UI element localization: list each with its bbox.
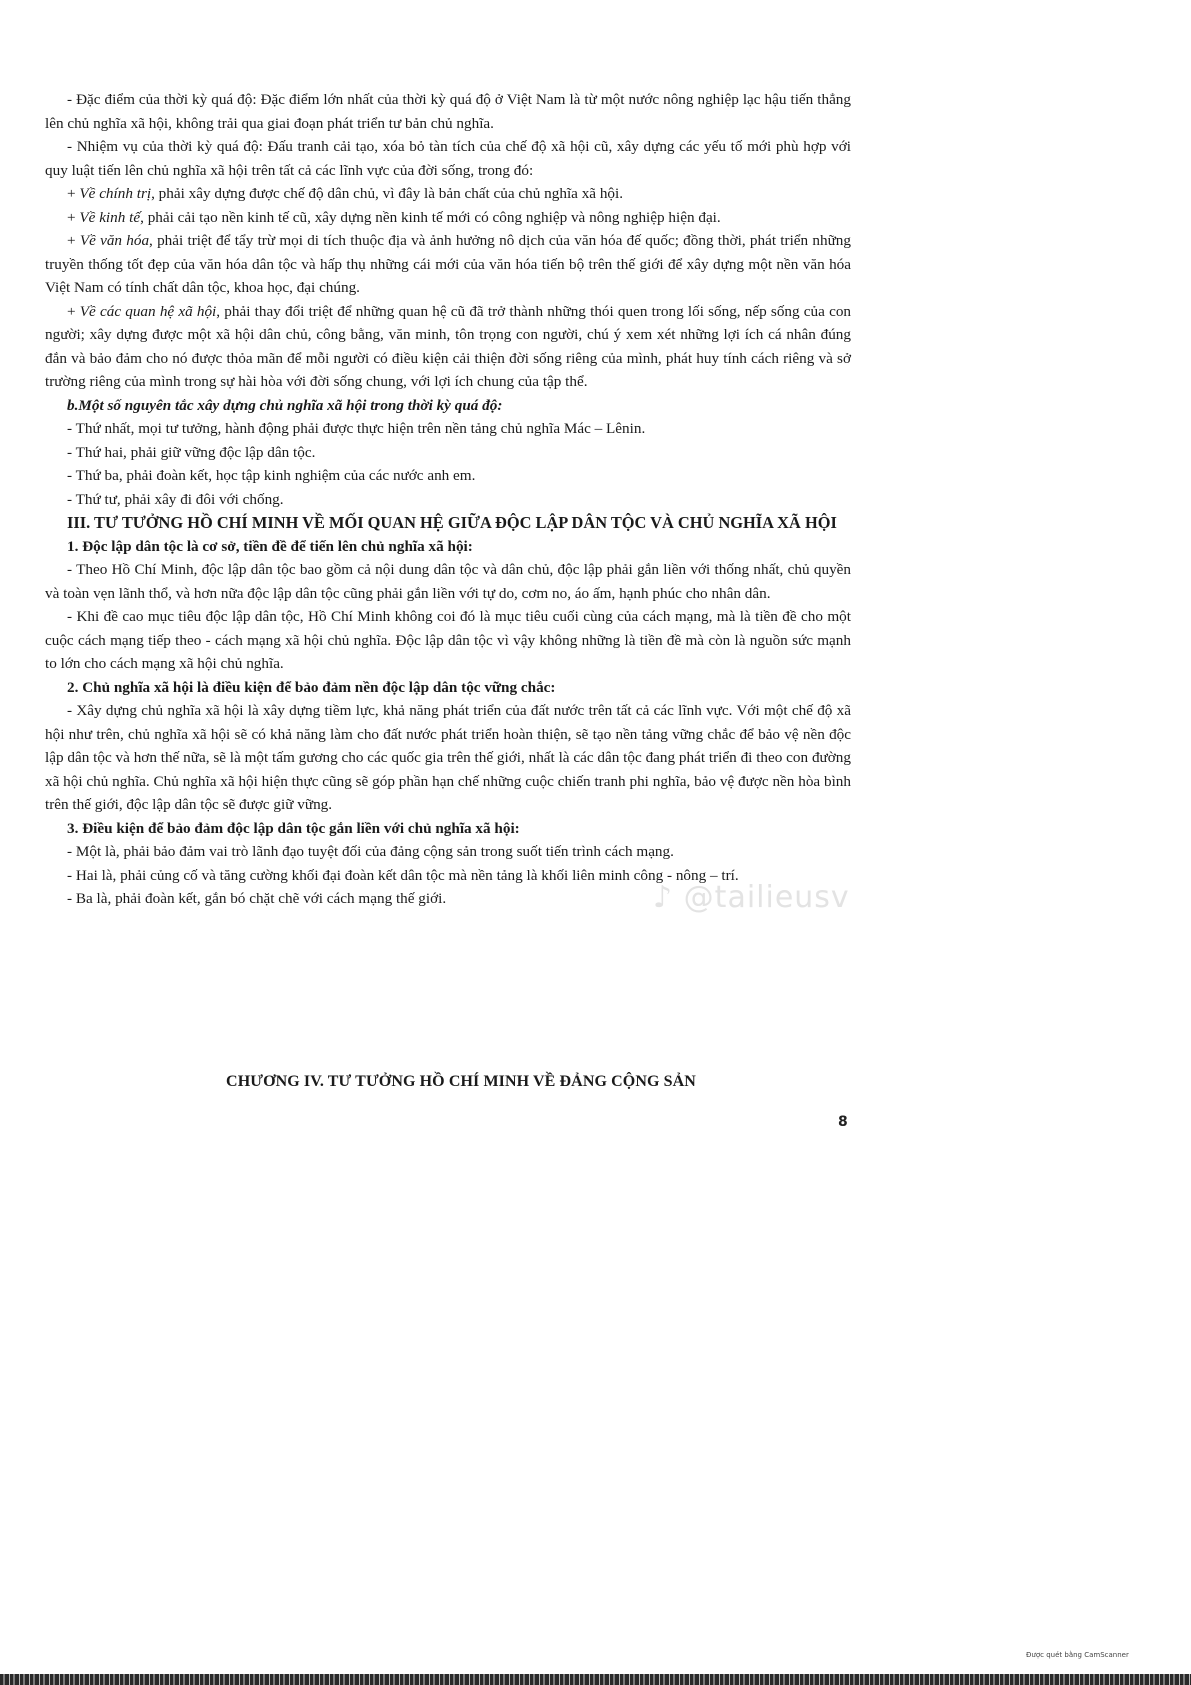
chapter-title: CHƯƠNG IV. TƯ TƯỞNG HỒ CHÍ MINH VỀ ĐẢNG CỘNG SẢN bbox=[226, 1073, 696, 1090]
paragraph-social-relations: + Về các quan hệ xã hội, phải thay đổi triệt để những quan hệ cũ đã trở thành những thói quen trong lối sống, nếp sống của con người; xây dựng được một xã hội dân chủ, công bằng, văn minh, tôn trọng con người, chú ý xem xét những lợi ích cá nhân đúng đắn và bảo đảm cho nó được thỏa mãn để mỗi người có điều kiện cải thiện đời sống riêng của mình, phát huy tính cách riêng và sở trường riêng của mình trong sự hài hòa với đời sống chung, với lợi ích chung của tập thể. bbox=[45, 302, 852, 390]
paragraph-independence-premise: - Khi đề cao mục tiêu độc lập dân tộc, Hồ Chí Minh không coi đó là mục tiêu cuối cùng của cách mạng, mà là tiền đề cho một cuộc cách mạng tiếp theo - cách mạng xã hội chủ nghĩa. Độc lập dân tộc vì vậy không những là tiền đề mà còn là nguồn sức mạnh to lớn cho cách mạng xã hội chủ nghĩa. bbox=[45, 608, 851, 672]
heading-subsection-3: 3. Điều kiện để bảo đảm độc lập dân tộc gắn liền với chủ nghĩa xã hội: bbox=[67, 819, 520, 837]
heading-principles: b.Một số nguyên tắc xây dựng chủ nghĩa xã hội trong thời kỳ quá độ: bbox=[67, 396, 503, 414]
paragraph-culture: + Về văn hóa, phải triệt để tẩy trừ mọi di tích thuộc địa và ảnh hưởng nô dịch của văn hóa đế quốc; đồng thời, phát triển những truyền thống tốt đẹp của văn hóa dân tộc và hấp thụ những cái mới của văn hóa tiến bộ trên thế giới để xây dựng một nền văn hóa Việt Nam có tính chất dân tộc, khoa học, đại chúng. bbox=[45, 232, 851, 296]
emphasis-culture: Về văn hóa bbox=[79, 232, 150, 249]
emphasis-social-relations: Về các quan hệ xã hội bbox=[79, 302, 217, 320]
paragraph-transition-characteristics: - Đặc điểm của thời kỳ quá độ: Đặc điểm lớn nhất của thời kỳ quá độ ở Việt Nam là từ một nước nông nghiệp lạc hậu tiến thẳng lên chủ nghĩa xã hội, không trải qua giai đoạn phát triển tư bản chủ nghĩa. bbox=[45, 91, 851, 132]
paragraph-socialism-condition: - Xây dựng chủ nghĩa xã hội là xây dựng tiềm lực, khả năng phát triển của đất nước trên tất cả các lĩnh vực. Với một chế độ xã hội như trên, chủ nghĩa xã hội sẽ có khả năng làm cho đất nước phát triển hoàn thiện, sẽ tạo nền tảng vững chắc để bảo vệ nền độc lập dân tộc và hơn thế nữa, sẽ là một tấm gương cho các quốc gia trên thế giới, nhất là các dân tộc đang phát triển đi theo con đường xã hội chủ nghĩa. Chủ nghĩa xã hội hiện thực cũng sẽ góp phần hạn chế những cuộc chiến tranh phi nghĩa, bảo vệ được nền hòa bình trên thế giới, độc lập dân tộc sẽ được giữ vững. bbox=[45, 702, 851, 813]
heading-section-iii: III. TƯ TƯỞNG HỒ CHÍ MINH VỀ MỐI QUAN HỆ GIỮA ĐỘC LẬP DÂN TỘC VÀ CHỦ NGHĨA XÃ HỘI bbox=[67, 513, 837, 532]
paragraph-third-principle: - Thứ ba, phải đoàn kết, học tập kinh nghiệm của các nước anh em. bbox=[67, 467, 476, 484]
paragraph-second-principle: - Thứ hai, phải giữ vững độc lập dân tộc. bbox=[67, 443, 316, 461]
paragraph-condition-two: - Hai là, phải củng cố và tăng cường khối đại đoàn kết dân tộc mà nền tảng là khối liên minh công - nông – trí. bbox=[67, 866, 739, 884]
paragraph-independence-definition: - Theo Hồ Chí Minh, độc lập dân tộc bao gồm cả nội dung dân tộc và dân chủ, độc lập phải gắn liền với thống nhất, chủ quyền và toàn vẹn lãnh thổ, và hơn nữa độc lập dân tộc cũng phải gắn liền với tự do, cơm no, áo ấm, hạnh phúc cho nhân dân. bbox=[45, 561, 851, 602]
tiktok-watermark: ♪ @tailieusv bbox=[653, 880, 850, 915]
emphasis-politics: Về chính trị bbox=[79, 185, 152, 202]
document-body bbox=[45, 88, 851, 911]
emphasis-economy: Về kinh tế bbox=[79, 208, 141, 226]
paragraph-first-principle: - Thứ nhất, mọi tư tưởng, hành động phải được thực hiện trên nền tảng chủ nghĩa Mác – Lênin. bbox=[67, 420, 646, 437]
paragraph-transition-tasks: - Nhiệm vụ của thời kỳ quá độ: Đấu tranh cải tạo, xóa bỏ tàn tích của chế độ xã hội cũ, xây dựng các yếu tố mới phù hợp với quy luật tiến lên chủ nghĩa xã hội trên tất cả các lĩnh vực của đời sống, trong đó: bbox=[45, 138, 851, 179]
page-number: 8 bbox=[838, 1114, 848, 1130]
camscanner-footer: Được quét bằng CamScanner bbox=[1026, 1651, 1129, 1659]
scan-edge-artifact bbox=[0, 1674, 1191, 1685]
paragraph-politics: + Về chính trị, phải xây dựng được chế độ dân chủ, vì đây là bản chất của chủ nghĩa xã hội. bbox=[67, 185, 624, 202]
heading-subsection-1: 1. Độc lập dân tộc là cơ sở, tiền đề để tiến lên chủ nghĩa xã hội: bbox=[67, 537, 473, 555]
heading-subsection-2: 2. Chủ nghĩa xã hội là điều kiện để bảo đảm nền độc lập dân tộc vững chắc: bbox=[67, 678, 556, 696]
paragraph-condition-three: - Ba là, phải đoàn kết, gắn bó chặt chẽ với cách mạng thế giới. bbox=[67, 890, 447, 907]
paragraph-economy: + Về kinh tế, phải cải tạo nền kinh tế cũ, xây dựng nền kinh tế mới có công nghiệp và nông nghiệp hiện đại. bbox=[67, 208, 721, 226]
paragraph-condition-one: - Một là, phải bảo đảm vai trò lãnh đạo tuyệt đối của đảng cộng sản trong suốt tiến trình cách mạng. bbox=[67, 843, 674, 860]
paragraph-fourth-principle: - Thứ tư, phải xây đi đôi với chống. bbox=[67, 490, 284, 508]
